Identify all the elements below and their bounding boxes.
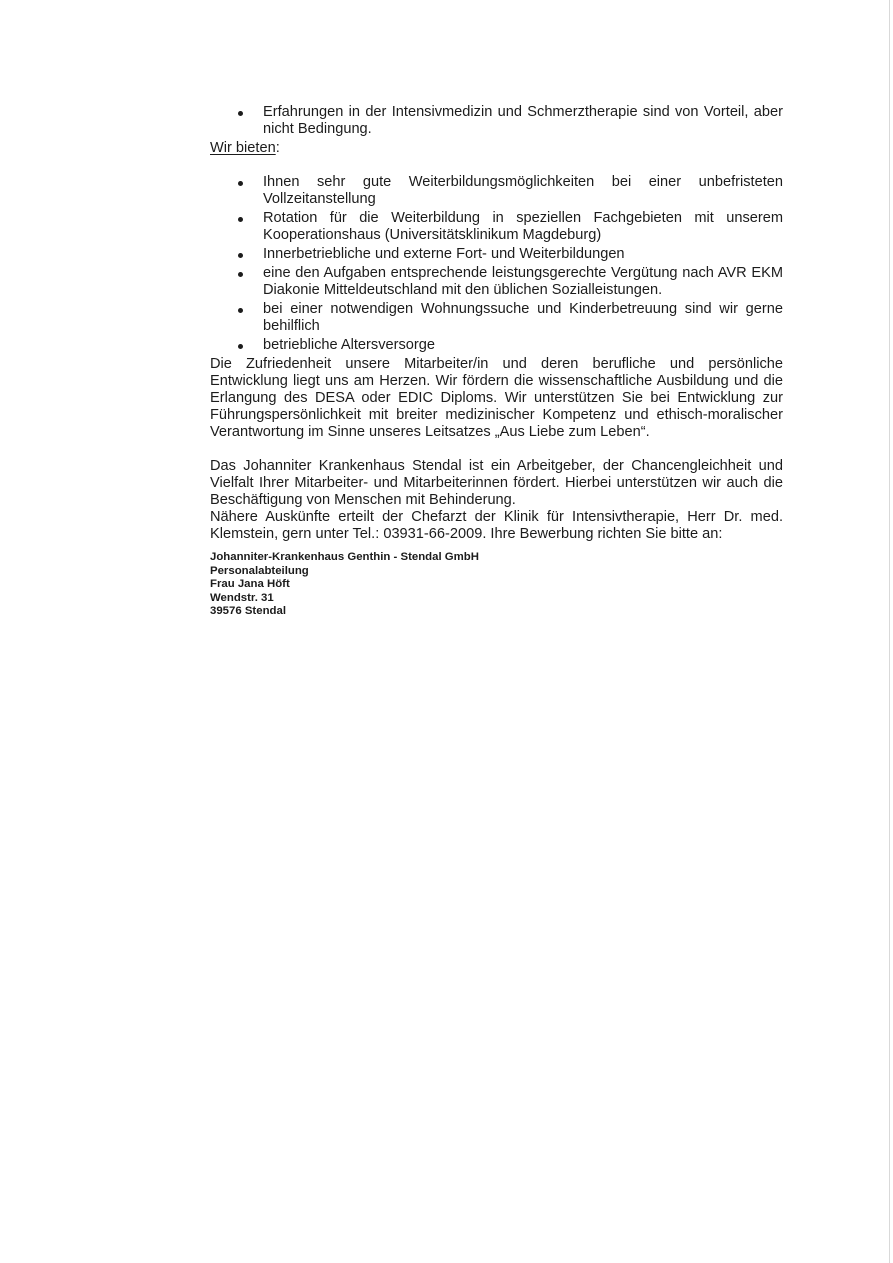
list-item: bei einer notwendigen Wohnungssuche und Kinderbetreuung sind wir gerne behilflich — [210, 301, 783, 335]
address-contact-person: Frau Jana Höft — [210, 578, 290, 591]
address-street: Wendstr. 31 — [210, 591, 274, 604]
address-department: Personalabteilung — [210, 564, 309, 577]
contact-paragraph: Nähere Auskünfte erteilt der Chefarzt der Klinik für Intensivtherapie, Herr Dr. med. Klemstein, gern unter Tel.: 03931-66-2009. Ihre Bewerbung richten Sie bitte an: — [210, 509, 783, 542]
list-item: Innerbetriebliche und externe Fort- und Weiterbildungen — [210, 246, 783, 263]
list-item: Rotation für die Weiterbildung in speziellen Fachgebieten mit unserem Kooperationshaus (Universitätsklinikum Magdeburg) — [210, 210, 783, 244]
page-edge-line — [889, 0, 890, 1263]
address-city: 39576 Stendal — [210, 605, 286, 618]
address-company: Johanniter-Krankenhaus Genthin - Stendal GmbH — [210, 551, 479, 563]
equality-paragraph: Das Johanniter Krankenhaus Stendal ist ein Arbeitgeber, der Chancengleichheit und Vielfalt Ihrer Mitarbeiter- und Mitarbeiterinnen fördert. Hierbei unterstützen wir auch die Beschäftigung von Menschen mit Behinderung. — [210, 458, 783, 508]
list-item: Erfahrungen in der Intensivmedizin und Schmerztherapie sind von Vorteil, aber nicht Bedingung. — [210, 104, 783, 138]
document-content — [210, 104, 783, 619]
list-item: Ihnen sehr gute Weiterbildungsmöglichkeiten bei einer unbefristeten Vollzeitanstellung — [210, 174, 783, 208]
offers-list — [210, 174, 783, 354]
application-address — [210, 551, 783, 619]
spacer — [210, 157, 783, 174]
list-item: betriebliche Altersversorge — [210, 337, 783, 354]
requirements-list — [210, 104, 783, 138]
offers-heading: Wir bieten — [210, 140, 276, 156]
development-paragraph: Die Zufriedenheit unsere Mitarbeiter/in und deren berufliche und persönliche Entwicklung liegt uns am Herzen. Wir fördern die wissenschaftliche Ausbildung und die Erlangung des DESA oder EDIC Diploms. Wir unterstützen Sie bei Entwicklung zur Führungspersönlichkeit mit breiter medizinischer Kompetenz und ethisch-moralischer Verantwortung im Sinne unseres Leitsatzes „Aus Liebe zum Leben“. — [210, 356, 783, 440]
list-item: eine den Aufgaben entsprechende leistungsgerechte Vergütung nach AVR EKM Diakonie Mitteldeutschland mit den üblichen Sozialleistungen. — [210, 265, 783, 299]
offers-heading-row — [210, 140, 783, 157]
offers-heading-colon: : — [275, 140, 280, 156]
spacer — [210, 441, 783, 458]
